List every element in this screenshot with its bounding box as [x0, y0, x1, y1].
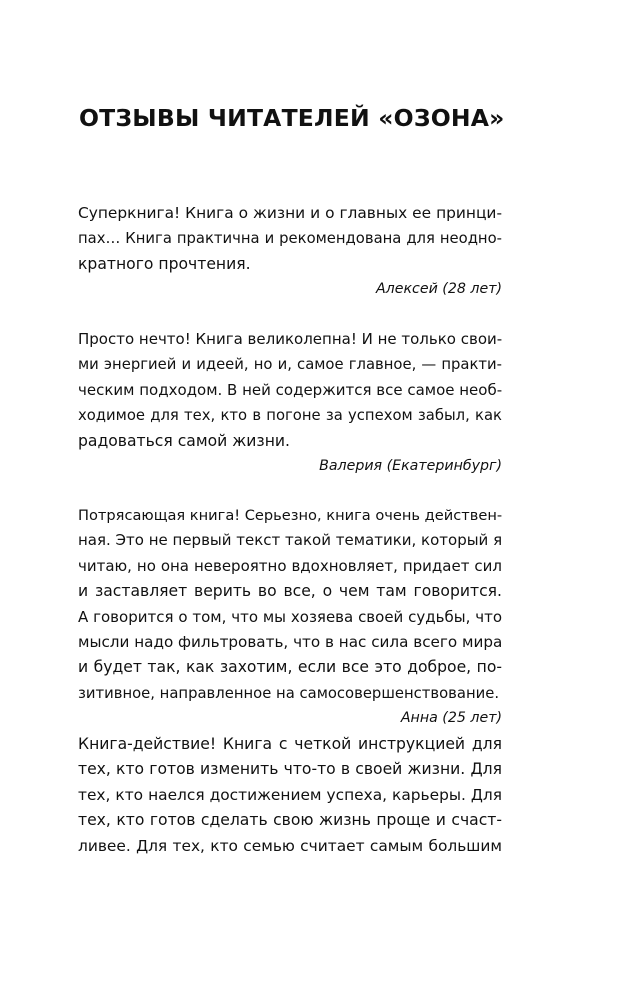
- review-4: [78, 732, 502, 859]
- review-text-line: пах… Книга практична и рекомендована для неодно-: [78, 230, 502, 248]
- review-author: Алексей (28 лет): [375, 281, 502, 298]
- review-author: Анна (25 лет): [400, 710, 502, 727]
- review-text-line: и заставляет верить во все, о чем там говорится.: [78, 582, 502, 601]
- review-3: [78, 503, 502, 729]
- review-author: Валерия (Екатеринбург): [319, 457, 502, 474]
- review-text-line: зитивное, направленное на самосовершенствование.: [78, 684, 500, 702]
- review-text-line: ми энергией и идеей, но и, самое главное, — практи-: [78, 356, 502, 374]
- review-text-line: кратного прочтения.: [78, 254, 251, 273]
- review-text-line: ходимое для тех, кто в погоне за успехом забыл, как: [78, 407, 502, 425]
- review-text-line: ливее. Для тех, кто семью считает самым большим: [78, 836, 502, 855]
- review-text-line: Суперкнига! Книга о жизни и о главных ее принци-: [78, 204, 502, 222]
- review-text-line: тех, кто наелся достижением успеха, карьеры. Для: [78, 785, 502, 804]
- review-text-line: читаю, но она невероятно вдохновляет, придает сил: [78, 556, 502, 575]
- page-title: ОТЗЫВЫ ЧИТАТЕЛЕЙ «ОЗОНА»: [79, 104, 505, 132]
- review-text-line: тех, кто готов изменить что-то в своей жизни. Для: [78, 760, 502, 779]
- review-text-line: Книга-действие! Книга с четкой инструкцией для: [78, 735, 502, 753]
- review-text-line: Просто нечто! Книга великолепна! И не только свои-: [78, 330, 503, 348]
- review-1: [78, 201, 502, 300]
- review-text-line: мысли надо фильтровать, что в нас сила всего мира: [78, 632, 503, 651]
- review-text-line: А говорится о том, что мы хозяева своей судьбы, что: [78, 607, 502, 626]
- review-text-line: ная. Это не первый текст такой тематики, который я: [78, 531, 503, 550]
- review-text-line: Потрясающая книга! Серьезно, книга очень действен-: [78, 507, 503, 524]
- review-text-line: и будет так, как захотим, если все это доброе, по-: [78, 658, 502, 677]
- review-text-line: тех, кто готов сделать свою жизнь проще и счаст-: [78, 811, 502, 830]
- review-2: [78, 327, 502, 477]
- review-text-line: ческим подходом. В ней содержится все самое необ-: [78, 380, 503, 399]
- review-text-line: радоваться самой жизни.: [78, 431, 290, 450]
